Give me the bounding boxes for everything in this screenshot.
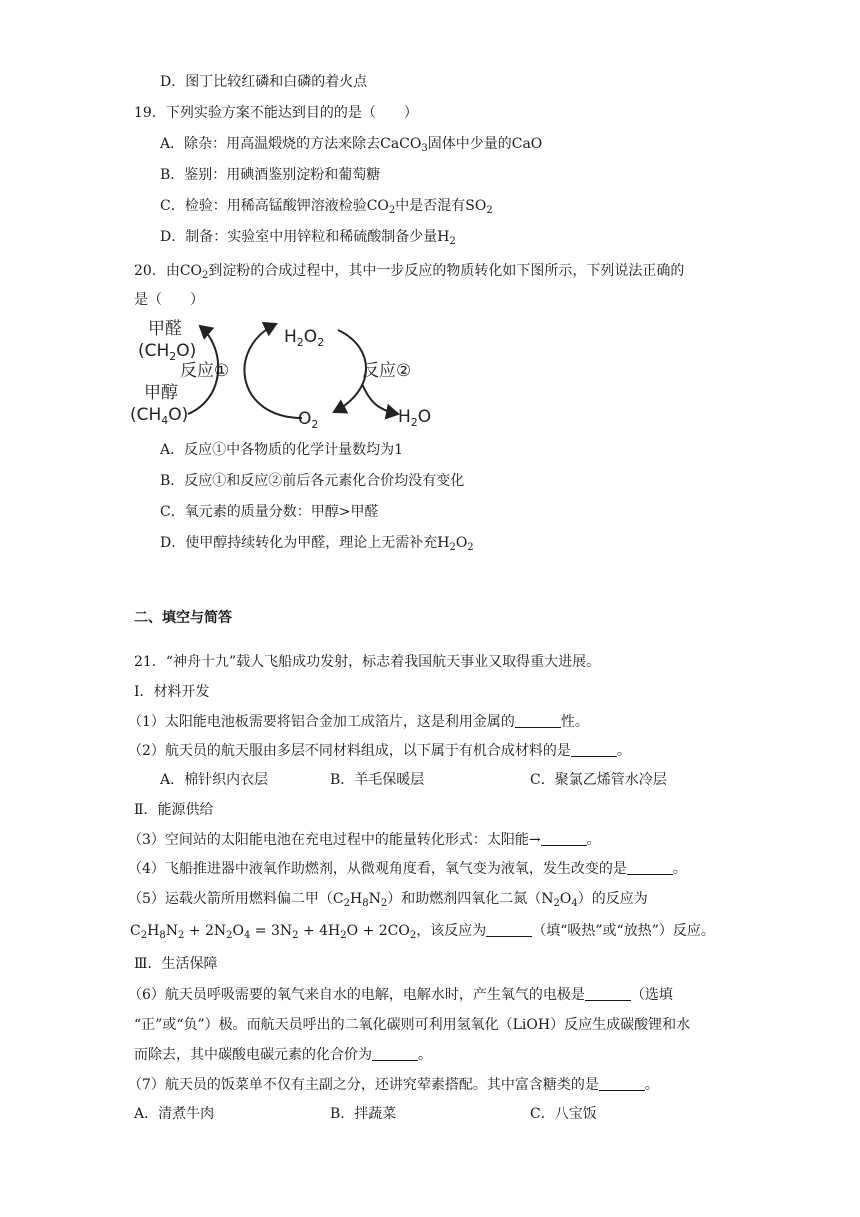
q21-part-1: Ⅰ．材料开发 — [134, 684, 210, 700]
q21-sub-7-option-b: B．拌蔬菜 — [330, 1106, 397, 1122]
methanol-formula: $(CH_4O)$ — [130, 405, 189, 427]
q21-sub-2-option-b: B．羊毛保暖层 — [330, 772, 425, 788]
answer-blank[interactable] — [585, 986, 631, 1001]
answer-blank[interactable] — [627, 860, 673, 875]
q21-equation-line: $C_2H_8N_2 + 2N_2O_4 = 3N_2 + 4H_2O + 2CO_2$，该反应为 （填“吸热”或“放热”）反应。 — [130, 923, 715, 941]
q20-option-c: C．氧元素的质量分数：甲醇>甲醛 — [160, 504, 379, 520]
formaldehyde-formula: $(CH_2O)$ — [138, 341, 197, 363]
q20-option-b: B．反应①和反应②前后各元素化合价均没有变化 — [160, 473, 465, 489]
q21-sub-2-option-c: C．聚氯乙烯管水冷层 — [530, 772, 667, 788]
q18-option-d: D．图丁比较红磷和白磷的着火点 — [160, 74, 368, 90]
q21-stem: 21．“神舟十九”载人飞船成功发射，标志着我国航天事业又取得重大进展。 — [134, 654, 601, 670]
q21-part-2: Ⅱ．能源供给 — [134, 802, 214, 818]
reaction-equation: $C_2H_8N_2 + 2N_2O_4 = 3N_2 + 4H_2O + 2CO_2$ — [130, 923, 417, 941]
q21-sub-6-line2: “正”或“负”）极。而航天员呼出的二氧化碳则可利用氢氧化（LiOH）反应生成碳酸锂和水 — [134, 1017, 691, 1033]
q21-sub-1: （1）太阳能电池板需要将铝合金加工成箔片，这是利用金属的 性。 — [128, 714, 589, 730]
methanol-name: 甲醇 — [144, 383, 178, 403]
answer-blank[interactable] — [515, 713, 561, 728]
q21-sub-6-line1: （6）航天员呼吸需要的氧气来自水的电解，电解水时，产生氧气的电极是 （选填 — [128, 987, 673, 1003]
reaction-cycle-diagram — [126, 318, 446, 430]
q21-part-3: Ⅲ．生活保障 — [134, 956, 218, 972]
q20-option-d: D．使甲醇持续转化为甲醛，理论上无需补充$H_2O_2$ — [160, 535, 474, 553]
answer-blank[interactable] — [571, 742, 617, 757]
q19-option-b: B．鉴别：用碘酒鉴别淀粉和葡萄糖 — [160, 167, 381, 183]
q21-sub-6-line3: 而除去，其中碳酸电碳元素的化合价为 。 — [134, 1047, 432, 1063]
h2o2-label: $H_2O_2$ — [284, 327, 325, 349]
q21-sub-2-option-a: A．棉针织内衣层 — [160, 772, 269, 788]
q21-sub-3: （3）空间站的太阳能电池在充电过程中的能量转化形式：太阳能→ 。 — [128, 832, 601, 848]
q19-option-c: C．检验：用稀高锰酸钾溶液检验$CO_2$中是否混有$SO_2$ — [160, 198, 493, 216]
q21-sub-7-option-c: C．八宝饭 — [530, 1106, 597, 1122]
q21-sub-4: （4）飞船推进器中液氧作助燃剂，从微观角度看，氧气变为液氧，发生改变的是 。 — [128, 861, 687, 877]
reaction-1-label: 反应① — [180, 361, 230, 381]
q20-stem-line1: 20．由$CO_2$到淀粉的合成过程中，其中一步反应的物质转化如下图所示，下列说法正确的 — [134, 263, 685, 281]
answer-blank[interactable] — [599, 1076, 645, 1091]
q21-sub-5: （5）运载火箭所用燃料偏二甲$(C_2H_8N_2)$和助燃剂四氧化二氮$(N_2O_4)$的反应为 — [128, 891, 648, 909]
answer-blank[interactable] — [372, 1046, 418, 1061]
section-title: 二、填空与简答 — [134, 610, 232, 626]
q19-option-a: A．除杂：用高温煅烧的方法来除去CaCO$_3$固体中少量的CaO — [160, 136, 543, 154]
q19-option-d: D．制备：实验室中用锌粒和稀硫酸制备少量$H_2$ — [160, 229, 456, 247]
q21-sub-7: （7）航天员的饭菜单不仅有主副之分，还讲究荤素搭配。其中富含糖类的是 。 — [128, 1077, 659, 1093]
h2o-label: $H_2O$ — [398, 407, 432, 429]
q19-stem: 19．下列实验方案不能达到目的的是（ ） — [134, 105, 418, 121]
formaldehyde-name: 甲醛 — [148, 319, 182, 339]
q20-stem-line2: 是（ ） — [134, 292, 204, 308]
q21-sub-7-option-a: A．清煮牛肉 — [134, 1106, 215, 1122]
answer-blank[interactable] — [541, 831, 587, 846]
o2-label: $O_2$ — [298, 409, 319, 430]
q21-sub-2: （2）航天员的航天服由多层不同材料组成，以下属于有机合成材料的是 。 — [128, 743, 631, 759]
reaction-2-label: 反应② — [362, 361, 412, 381]
q20-option-a: A．反应①中各物质的化学计量数均为1 — [160, 442, 404, 458]
arrow-to-h2o — [362, 384, 398, 414]
answer-blank[interactable] — [486, 922, 532, 937]
